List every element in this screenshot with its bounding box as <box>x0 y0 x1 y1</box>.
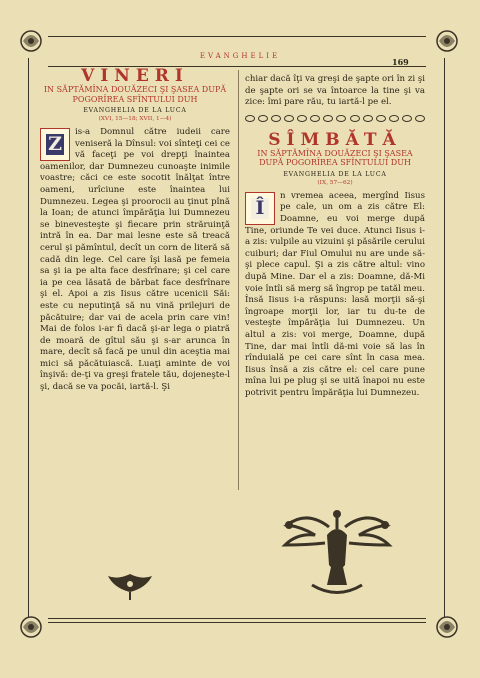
corner-ornament-top-left <box>14 24 48 58</box>
frame-left-rule <box>28 58 29 618</box>
day-heading: SÎMBĂTĂ <box>268 129 402 150</box>
week-subtitle: IN SĂPTĂMÎNA DOUĂZECI ŞI ŞASEA DUPĂ POGORÎREA SFÎNTULUI DUH <box>43 85 227 104</box>
initial-letter: Z <box>46 134 64 155</box>
gospel-heading: EVANGHELIA DE LA LUCA <box>283 170 387 178</box>
continued-text: chiar dacă îţi va greşi de şapte ori în zi şi de şapte ori se va întoarce la tine şi va zice: îmi pare rău, tu iartă-l pe el. <box>245 74 425 108</box>
gospel-text-body: is-a Domnul către iudeii care veniseră la Dînsul: voi sînteţi cei ce vă faceţi pe voi drepţi înaintea oamenilor, dar Dumnezeu cunoaşte inimile voastre; căci ce este socotit înălţat între oameni, urîciune este înaintea lui Dumnezeu. Legea şi proorocii au ţinut pînă la Ioan; de atunci împărăţia lui Dumnezeu se binevesteşte şi fiecare prin străruinţă intră în ea. Dar mai lesne este să treacă cerul şi pămîntul, decît un corn de literă să cadă din lege. Cel care îşi lasă pe femeia sa şi ia pe alta face desfrînare; şi cel care ia pe cea lăsată de bărbat face desfrînare şi el. Apoi a zis Iisus către ucenicii Săi: este cu neputinţă să nu vină prilejuri de păcătuire; dar vai de acela prin care vin! Mai de folos i-ar fi dacă şi-ar lega o piatră de moară de gîtul său şi s-ar arunca în mare, decît să facă pe unul din aceştia mai mici să păcătuiască. Luaţi aminte de voi înşivă: de-ţi va greşi fratele tău, dojeneşte-l şi, dacă se va pocăi, iartă-l. Şi <box>40 127 230 393</box>
vase-ornament <box>267 505 407 605</box>
week-subtitle: IN SĂPTĂMÎNA DOUĂZECI ŞI ŞASEA DUPĂ POGORÎREA SFÎNTULUI DUH <box>257 148 413 168</box>
gospel-text <box>245 191 425 400</box>
running-head: EVANGHELIE <box>199 52 281 60</box>
corner-ornament-bottom-left <box>14 610 48 644</box>
page-number: 169 <box>392 57 409 67</box>
column-divider <box>238 70 239 490</box>
left-column <box>40 67 230 394</box>
frame-right-rule <box>444 58 445 618</box>
day-heading: VINERI <box>81 66 189 86</box>
tailpiece-ornament <box>100 570 160 602</box>
scripture-reference: (XVI, 15—18; XVII, 1—4) <box>98 116 172 122</box>
gospel-text-body: n vremea aceea, mergînd Iisus pe cale, un om a zis către El: Doamne, eu voi merge după Tine, oriunde Te vei duce. Atunci Iisus i-a zis: vulpile au vizuini şi păsările cerului cuiburi; dar Fiul Omului nu are unde să-şi plece capul. Şi a zis către altul: vino după Mine. Dar el a zis: Doamne, dă-Mi voie întîi să merg să îngrop pe tatăl meu. Însă Iisus i-a răspuns: lasă morţii să-şi îngroape morţii lor, iar tu du-te de vesteşte împărăţia lui Dumnezeu. Un altul a zis: voi merge, Doamne, după Tine, dar mai întîi dă-mi voie să las în rînduială pe cei care sînt în casa mea. Iisus însă a zis către el: cel care pune mîna lui pe plug şi se uită înapoi nu este potrivit pentru împărăţia lui Dumnezeu. <box>245 190 425 398</box>
initial-letter-box <box>40 128 70 161</box>
gospel-text <box>40 127 230 394</box>
ornamental-separator <box>245 114 425 123</box>
initial-letter: Î <box>251 198 269 219</box>
initial-letter-box <box>245 192 275 225</box>
corner-ornament-bottom-right <box>430 610 464 644</box>
frame-bottom-rule <box>48 622 426 623</box>
corner-ornament-top-right <box>430 24 464 58</box>
frame-bottom-inner-rule <box>48 618 426 619</box>
frame-top-rule <box>48 36 426 37</box>
gospel-heading: EVANGHELIA DE LA LUCA <box>83 107 187 114</box>
scripture-reference: (IX, 57—62) <box>317 179 353 186</box>
right-column <box>245 74 425 399</box>
